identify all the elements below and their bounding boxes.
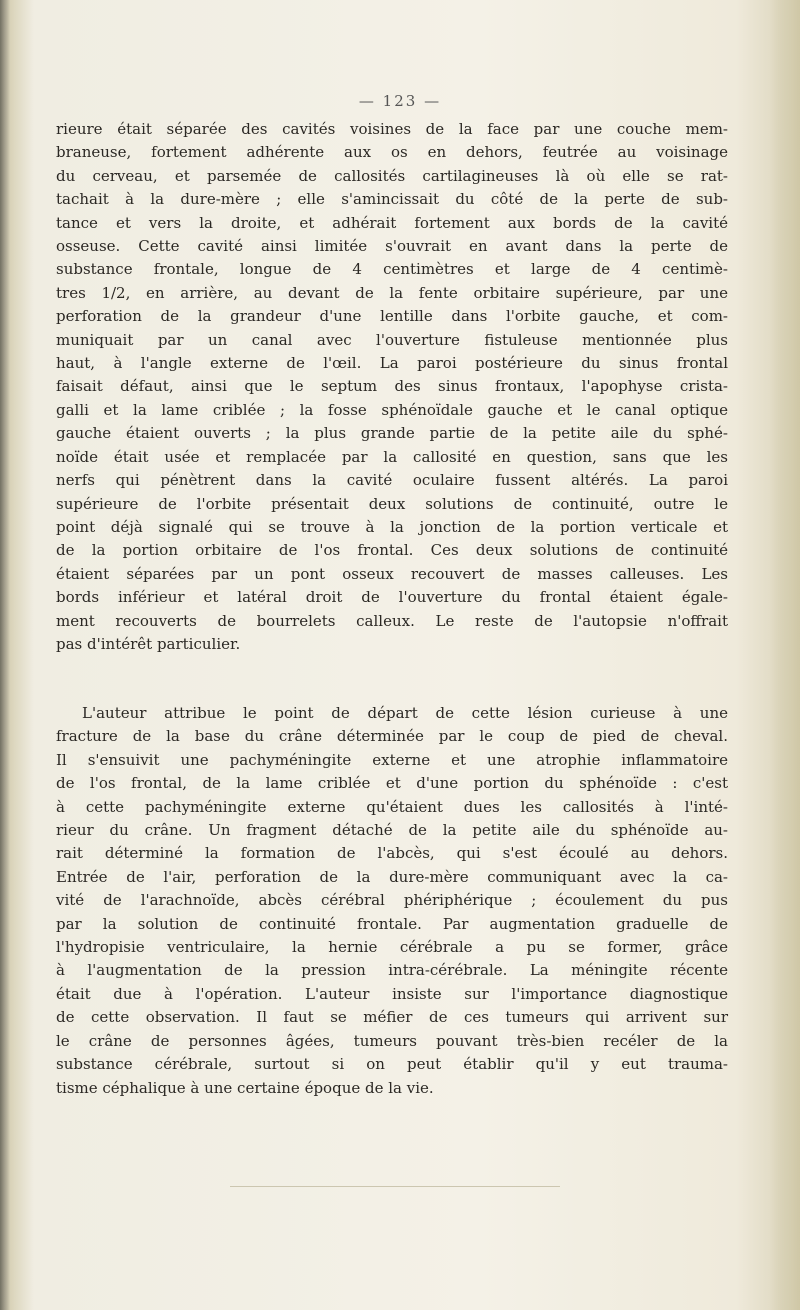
text-line: de l'os frontal, de la lame criblée et d'une portion du sphénoïde : c'est <box>56 774 728 793</box>
text-line: vité de l'arachnoïde, abcès cérébral phériphérique ; écoulement du pus <box>56 891 728 910</box>
text-line: braneuse, fortement adhérente aux os en dehors, feutrée au voisinage <box>56 143 728 162</box>
end-rule <box>230 1186 560 1187</box>
text-line: Il s'ensuivit une pachyméningite externe et une atrophie inflammatoire <box>56 750 728 769</box>
text-line: rieure était séparée des cavités voisines de la face par une couche mem- <box>56 120 728 138</box>
text-line: par la solution de continuité frontale. Par augmentation graduelle de <box>56 914 728 933</box>
text-line: haut, à l'angle externe de l'œil. La paroi postérieure du sinus frontal <box>56 354 728 373</box>
paragraph-1 <box>56 118 728 656</box>
text-line: le crâne de personnes âgées, tumeurs pouvant très-bien recéler de la <box>56 1031 728 1050</box>
binding-shadow <box>0 0 10 1310</box>
text-line: du cerveau, et parsemée de callosités cartilagineuses là où elle se rat- <box>56 166 728 185</box>
text-line: substance frontale, longue de 4 centimètres et large de 4 centimè- <box>56 260 728 279</box>
text-line: à cette pachyméningite externe qu'étaient dues les callosités à l'inté- <box>56 797 728 816</box>
text-line: tres 1/2, en arrière, au devant de la fente orbitaire supérieure, par une <box>56 283 728 302</box>
text-line: à l'augmentation de la pression intra-cérébrale. La méningite récente <box>56 961 728 980</box>
text-line: gauche étaient ouverts ; la plus grande partie de la petite aile du sphé- <box>56 424 728 443</box>
text-line: noïde était usée et remplacée par la callosité en question, sans que les <box>56 447 728 466</box>
text-line: rieur du crâne. Un fragment détaché de la petite aile du sphénoïde au- <box>56 821 728 840</box>
text-line: était due à l'opération. L'auteur insiste sur l'importance diagnostique <box>56 984 728 1003</box>
text-line: l'hydropisie ventriculaire, la hernie cérébrale a pu se former, grâce <box>56 938 728 957</box>
text-line: bords inférieur et latéral droit de l'ouverture du frontal étaient égale- <box>56 588 728 607</box>
text-line: point déjà signalé qui se trouve à la jonction de la portion verticale et <box>56 517 728 536</box>
text-line: tachait à la dure-mère ; elle s'amincissait du côté de la perte de sub- <box>56 190 728 209</box>
text-line: de cette observation. Il faut se méfier de ces tumeurs qui arrivent sur <box>56 1008 728 1027</box>
text-line: ment recouverts de bourrelets calleux. Le reste de l'autopsie n'offrait <box>56 611 728 630</box>
text-line: perforation de la grandeur d'une lentille dans l'orbite gauche, et com- <box>56 307 728 326</box>
text-line: galli et la lame criblée ; la fosse sphénoïdale gauche et le canal optique <box>56 400 728 419</box>
text-line: osseuse. Cette cavité ainsi limitée s'ouvrait en avant dans la perte de <box>56 237 728 256</box>
text-line: rait déterminé la formation de l'abcès, qui s'est écoulé au dehors. <box>56 844 728 863</box>
text-line: tisme céphalique à une certaine époque de la vie. <box>56 1078 434 1097</box>
text-line: Entrée de l'air, perforation de la dure-mère communiquant avec la ca- <box>56 867 728 886</box>
page-number: — 123 — <box>358 92 442 110</box>
text-line: nerfs qui pénètrent dans la cavité oculaire fussent altérés. La paroi <box>56 471 728 490</box>
text-line: faisait défaut, ainsi que le septum des sinus frontaux, l'apophyse crista- <box>56 377 728 396</box>
text-line: L'auteur attribue le point de départ de cette lésion curieuse à une <box>82 704 728 722</box>
text-line: supérieure de l'orbite présentait deux solutions de continuité, outre le <box>56 494 728 513</box>
text-line: de la portion orbitaire de l'os frontal. Ces deux solutions de continuité <box>56 541 728 560</box>
paragraph-2 <box>56 702 728 1100</box>
text-line: fracture de la base du crâne déterminée par le coup de pied de cheval. <box>56 727 728 746</box>
text-line: pas d'intérêt particulier. <box>56 634 241 653</box>
text-line: étaient séparées par un pont osseux recouvert de masses calleuses. Les <box>56 564 728 583</box>
text-line: tance et vers la droite, et adhérait fortement aux bords de la cavité <box>56 213 728 232</box>
text-line: muniquait par un canal avec l'ouverture fistuleuse mentionnée plus <box>56 330 728 349</box>
text-line: substance cérébrale, surtout si on peut établir qu'il y eut trauma- <box>56 1055 728 1074</box>
page-edge <box>770 0 800 1310</box>
